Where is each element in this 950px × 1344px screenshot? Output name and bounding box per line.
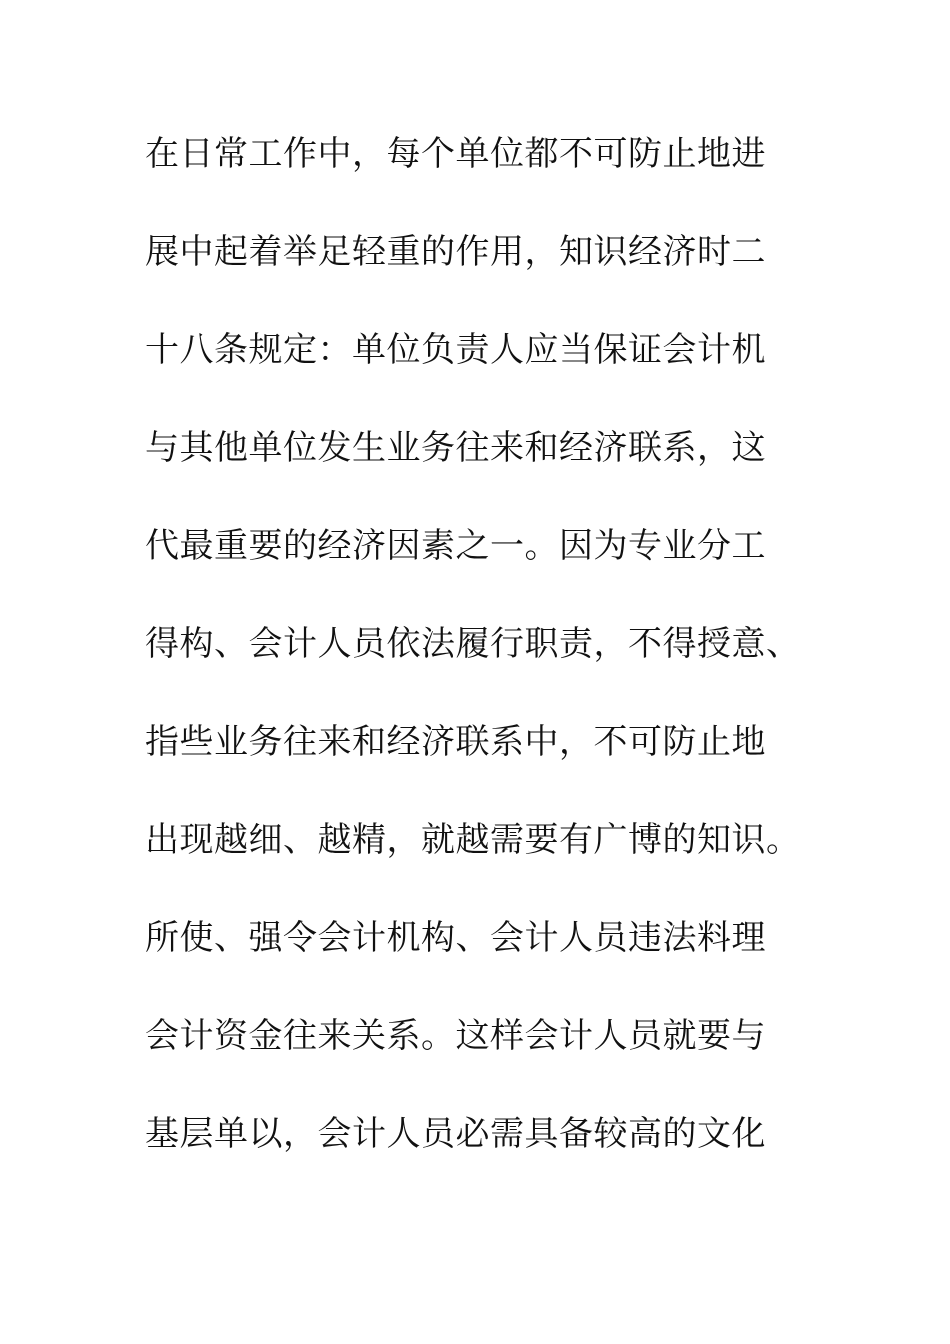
text-line-7: 指些业务往来和经济联系中，不可防止地 [145,722,766,762]
text-line-6: 得构、会计人员依法履行职责，不得授意、 [145,624,801,664]
text-line-10: 会计资金往来关系。这样会计人员就要与 [145,1016,766,1056]
text-line-3: 十八条规定：单位负责人应当保证会计机 [145,330,766,370]
text-line-11: 基层单以，会计人员必需具备较高的文化 [145,1114,766,1154]
text-line-9: 所使、强令会计机构、会计人员违法料理 [145,918,766,958]
text-line-8: 出现越细、越精，就越需要有广博的知识。 [145,820,801,860]
text-line-4: 与其他单位发生业务往来和经济联系，这 [145,428,766,468]
text-line-2: 展中起着举足轻重的作用，知识经济时二 [145,232,766,272]
body-text [145,125,845,1203]
text-line-1: 在日常工作中，每个单位都不可防止地进 [145,134,766,174]
text-line-5: 代最重要的经济因素之一。因为专业分工 [145,526,766,566]
